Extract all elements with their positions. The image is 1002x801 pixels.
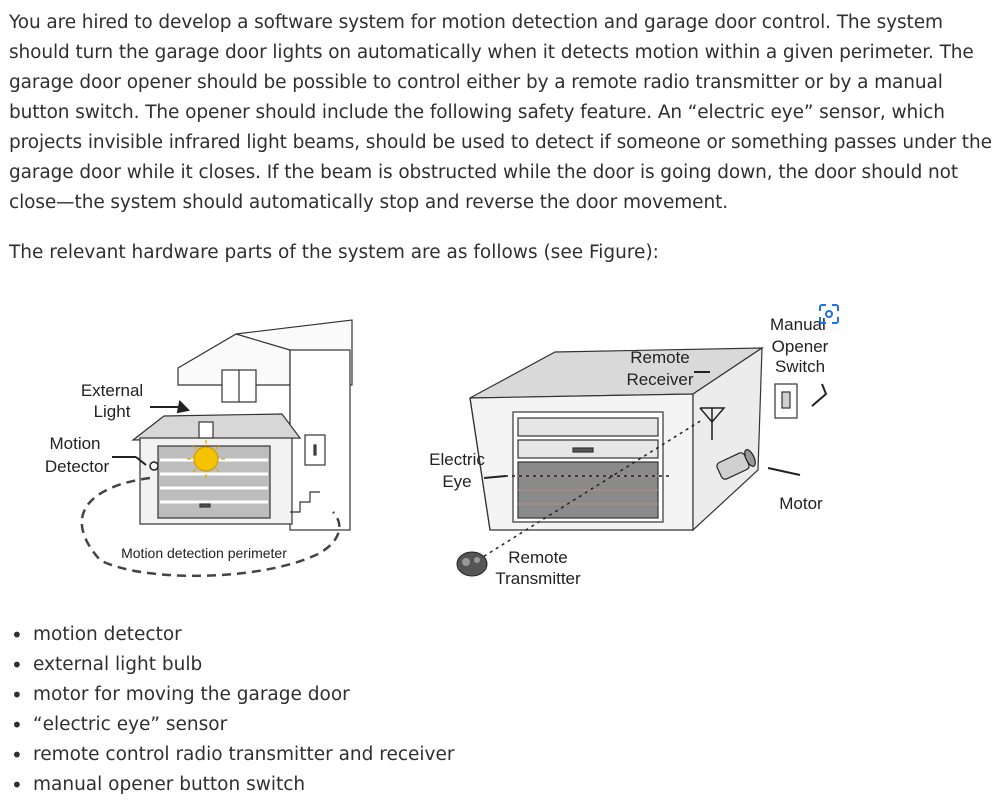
list-item: • motor for moving the garage door bbox=[9, 680, 454, 710]
list-item: • “electric eye” sensor bbox=[9, 710, 454, 740]
intro-paragraph: You are hired to develop a software system for motion detection and garage door control. The system should turn the garage door lights on automatically when it detects motion within a given perimeter. The garage door opener should be possible to control either by a remote radio transmitter or by a manual button switch. The opener should include the following safety feature. An “electric eye” sensor, which projects invisible infrared light beams, should be used to detect if someone or something passes under the garage door while it closes. If the beam is obstructed while the door is going down, the door should not close—the system should automatically stop and reverse the door movement. bbox=[9, 12, 992, 213]
motion-detector-label-2: Detector bbox=[44, 457, 110, 476]
motor-label: Motor bbox=[779, 494, 823, 513]
list-item: • external light bulb bbox=[9, 650, 454, 680]
remote-receiver-label: Remote bbox=[630, 348, 690, 367]
lens-icon-graphic bbox=[817, 302, 841, 326]
remote-receiver-label-2: Receiver bbox=[626, 370, 694, 389]
manual-switch-icon bbox=[775, 384, 797, 418]
motion-detector-label: Motion bbox=[49, 434, 101, 453]
motion-detector-icon bbox=[150, 462, 158, 470]
visual-search-lens-icon[interactable] bbox=[817, 302, 841, 326]
manual-opener-label-2: Opener bbox=[771, 337, 829, 356]
electric-eye-label-2: Eye bbox=[442, 472, 472, 491]
external-light-label-2: Light bbox=[93, 402, 131, 421]
house-illustration bbox=[133, 320, 352, 530]
external-light-label: External bbox=[80, 381, 144, 400]
remote-transmitter-label-2: Transmitter bbox=[495, 569, 581, 588]
garage-system-figure bbox=[0, 290, 1002, 610]
list-item: • remote control radio transmitter and receiver bbox=[9, 740, 454, 770]
manual-opener-label: Manual bbox=[770, 315, 826, 334]
list-item: • motion detector bbox=[9, 620, 454, 650]
hardware-intro: The relevant hardware parts of the system are as follows (see Figure): bbox=[9, 242, 659, 263]
remote-transmitter-label: Remote bbox=[508, 548, 568, 567]
perimeter-label: Motion detection perimeter bbox=[121, 545, 287, 561]
remote-transmitter-icon bbox=[457, 552, 487, 576]
list-item: • manual opener button switch bbox=[9, 770, 454, 800]
electric-eye-label: Electric bbox=[429, 450, 485, 469]
hardware-parts-list bbox=[9, 620, 454, 800]
garage-illustration bbox=[470, 348, 762, 530]
manual-opener-label-3: Switch bbox=[774, 357, 826, 376]
